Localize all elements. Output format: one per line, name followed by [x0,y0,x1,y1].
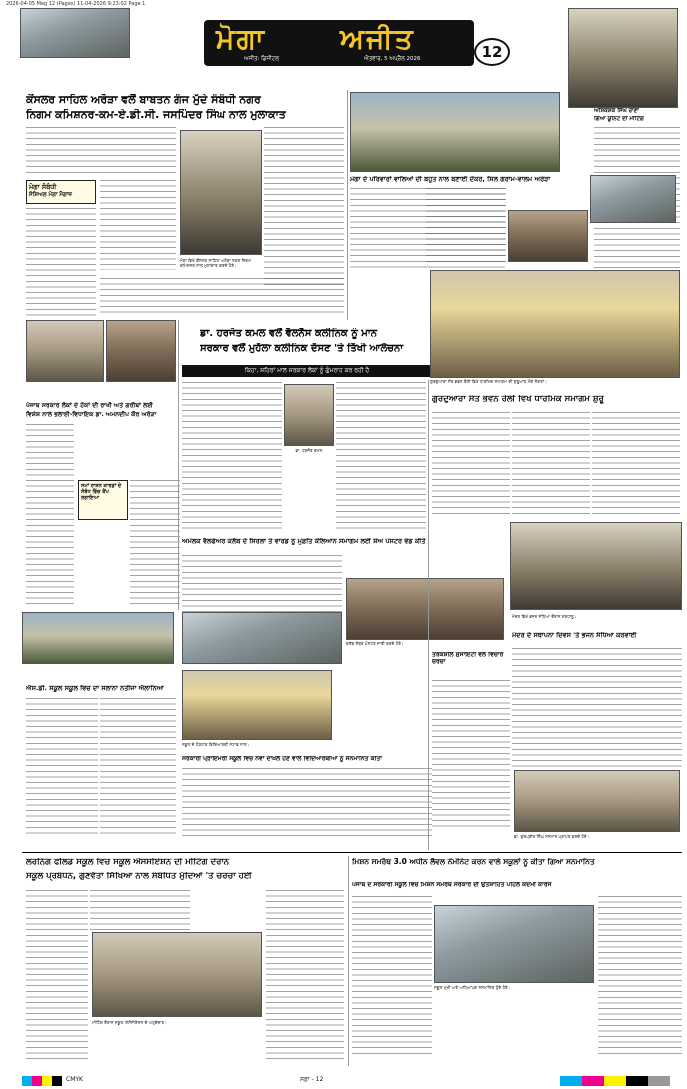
article-6-text-3 [592,412,680,517]
article-7-caption: ਕਲੱਬ ਮੈਂਬਰ ਪੋਸਟਰ ਜਾਰੀ ਕਰਦੇ ਹੋਏ। [346,641,404,646]
masthead-subtitle: ਅਜੀਤ: ਡਿਜੀਟਲ [244,56,279,62]
article-8-photo [510,522,682,610]
article-10-text [182,768,432,836]
column-rule-3 [428,380,429,850]
article-6-text-2 [512,412,590,517]
article-4-box-text: ਸਮਾਂ ਰਾਸ਼ਨ ਕਾਰਡਾਂ ਦੇ ਸੰਬੰਧ ਵਿੱਚ ਕੈਂਪ ਲਗਾਇਆ [81,483,122,501]
article-4-text [26,424,74,604]
article-13-text [352,896,432,1056]
article-4-text-2 [130,480,180,605]
footer [0,1072,687,1089]
article-10-headline: ਸਰਕਾਰੀ ਪ੍ਰਾਇਮਰੀ ਸਕੂਲ ਵਿਚ ਨਵਾਂ ਦਾਖ਼ਲ ਹੋਣ ਵਾਲੇ ਵਿਦਿਆਰਥੀਆਂ ਨੂੰ ਸਨਮਾਨਿਤ ਕੀਤਾ [182,756,383,762]
article-4-headline: ਪੰਜਾਬ ਸਰਕਾਰ ਲੋਕਾਂ ਦੇ ਹੱਕਾਂ ਦੀ ਰਾਖੀ ਅਤੇ ਗਰੀਬਾਂ ਲਈ [26,402,154,409]
article-3-headline-1: ਅਸ਼ਿਕਸ਼ਕ ਸਿੰਘ ਰਾਣਾ [594,108,639,114]
religious-event-photo [430,270,680,378]
masthead-date: ਐਤਵਾਰ, 5 ਅਪ੍ਰੈਲ 2026 [364,56,421,62]
article-12-caption: ਮੀਟਿੰਗ ਦੌਰਾਨ ਸਕੂਲ ਐਸੋਸੀਏਸ਼ਨ ਦੇ ਅਹੁਦੇਦਾਰ। [92,1020,168,1025]
article-6-headline: ਗੁਰਦੁਆਰਾ ਸੰਤ ਭਵਨ ਰੌਲੀ ਵਿਖੇ ਧਾਰਮਿਕ ਸਮਾਗਮ ਸ਼ੁਰੂ [432,395,604,404]
article-9-text [26,698,98,836]
article-12-text-3 [266,890,344,1060]
article-1-box [26,180,96,204]
article-4-box [78,480,128,520]
school-photo-middle [182,612,342,664]
article-5-photo-caption: ਡਾ. ਹਰਜੋਤ ਕਮਲ [295,448,323,453]
footer-left-label: CMYK [66,1076,83,1083]
article-9-caption: ਸਕੂਲ ਦੇ ਹੋਣਹਾਰ ਵਿਦਿਆਰਥੀ ਸਟਾਫ ਨਾਲ। [182,742,250,747]
article-3-headline-2: ਗਿਆ ਯੂਨਿਟ ਦੀ ਮੀਟਿੰਗ [594,116,644,122]
color-bar-left [22,1076,62,1086]
print-info: 2026-04-05 Meg 12 (Pages) 11-04-2026 9:23:02 Page 1 [6,1,146,7]
article-7-text [182,555,342,615]
article-6-caption: ਗੁਰਦੁਆਰਾ ਸੰਤ ਭਵਨ ਰੌਲੀ ਵਿਖੇ ਧਾਰਮਿਕ ਸਮਾਗਮ ਦੀ ਸ਼ੁਰੂਆਤ ਮੌਕੇ ਸੰਗਤਾਂ। [430,379,547,384]
article-2-text-2 [426,188,506,263]
article-13-text-2 [598,896,682,1056]
article-5-text-2 [336,382,426,532]
article-11-text [432,680,510,830]
article-4-photo-2 [106,320,176,382]
school-photo-left [22,612,174,664]
article-12-headline-2: ਸਕੂਲ ਪ੍ਰਬੰਧਨ, ਗੁਣਵੱਤਾ ਸਿੱਖਿਆ ਨਾਲ ਸੰਬੰਧਿਤ ਮੁੱਦਿਆਂ 'ਤੇ ਚਰਚਾ ਹੋਈ [26,872,252,881]
article-1-box-label-1: ਮੋਗਾ ਸੰਬੰਧੀ [29,183,57,191]
article-8-text [512,648,682,768]
article-1-headline-2: ਨਿਗਮ ਕਮਿਸ਼ਨਰ-ਕਮ-ਏ.ਡੀ.ਸੀ. ਜਸਪਿੰਦਰ ਸਿੰਘ ਨਾਲ ਮੁਲਾਕਾਤ [26,109,286,121]
article-12-text-2 [90,890,190,930]
article-9-photo [182,670,332,740]
article-8-caption: ਮੰਦਰ ਵਿਖੇ ਭਜਨ ਸੰਧਿਆ ਦੌਰਾਨ ਸ਼ਰਧਾਲੂ। [512,614,577,619]
article-13-photo [434,905,594,983]
article-13-headline: ਮਿਸ਼ਨ ਸਮਰੱਥ 3.0 ਅਧੀਨ ਲੈਵਲ ਨੌਮੀਨੇਟ ਕਰਨ ਵਾਲੇ ਸਕੂਲਾਂ ਨੂੰ ਕੀਤਾ ਗਿਆ ਸਨਮਾਨਿਤ [352,858,595,866]
column-rule-4 [348,856,349,1066]
masthead-paper: ਅਜੀਤ [340,22,415,55]
article-5-text [182,382,282,532]
article-2-headline: ਮੋਗਾ ਦੇ ਪਰਿਵਾਰਾਂ ਵਾਲਿਆਂ ਦੀ ਬਹੁਤ ਨਾਲ ਬਣਾਈ ਦੌਕਰ, ਸਿਲ ਗਰਾਮ-ਵਾਲਮ ਅਰੋੜਾ [350,176,551,183]
article-8-headline: ਮੰਦਰ ਦੇ ਸਥਾਪਨਾ ਦਿਵਸ 'ਤੇ ਭਜਨ ਸੰਧਿਆ ਕਰਵਾਈ [512,632,637,639]
footer-center-label: ਸਫ਼ਾ - 12 [300,1076,324,1083]
building-photo-left [20,8,130,58]
article-5-headline-2: ਸਰਕਾਰ ਵਲੋਂ ਮੁਹੱਲਾ ਕਲੀਨਿਕ ਦੱਸਣ 'ਤੇ ਤਿੱਖੀ ਆਲੋਚਨਾ [200,343,404,354]
article-3-photo [590,175,676,223]
article-5-headline-1: ਡਾ. ਹਰਜੋਤ ਕਮਲ ਵਲੋਂ ਵੈਲਨੈੱਸ ਕਲੀਨਿਕ ਨੂੰ ਮਾਨ [200,328,377,339]
color-bar-right [560,1076,670,1086]
article-4-photo [26,320,104,382]
page-number: 12 [474,38,510,66]
article-7-headline: ਅਮੋਲਕ ਵੈਲਫੇਅਰ ਕਲੱਬ ਦੇ ਸਿਰਲਾ ਤੇ ਵਾਰਡ ਨੂੰ ਮੁਫ਼ਤਿ ਕੌਲਿਆਨ ਸਮਾਗਮ ਲਈ ਸ਼ੋਅ ਪੋਸਟਰ ਵੰਡ ਕੀਤੇ [182,538,426,545]
article-2-photo [350,92,560,172]
building-photo-right [568,8,678,108]
article-1-photo [180,130,262,255]
section-divider [22,852,682,853]
article-2-photo-2 [508,210,588,262]
article-12-text [26,890,88,1060]
article-1-text-5 [100,278,344,316]
article-1-text [26,127,176,175]
article-9-text-2 [100,698,176,836]
masthead [204,20,474,66]
article-7-photo [346,578,504,640]
article-1-caption: ਮੋਗਾ ਵਿਖੇ ਕੌਂਸਲਰ ਸਾਹਿਲ ਅਰੋੜਾ ਨਗਰ ਨਿਗਮ ਕਮਿਸ਼ਨਰ ਨਾਲ ਮੁਲਾਕਾਤ ਕਰਦੇ ਹੋਏ। [180,258,252,269]
article-5-banner: ਕਿਹਾ, ਸ਼ਹਿਰਾਂ ਮਾਲ ਸਰਕਾਰ ਲੋਕਾਂ ਨੂੰ ਗੁੰਮਰਾਹ ਕਰ ਰਹੀ ਹੈ [182,365,432,377]
article-1-text-2 [100,180,176,270]
masthead-city: ਮੋਗਾ [216,22,266,55]
article-8-photo-2 [514,770,680,832]
article-12-photo [92,932,262,1017]
article-1-headline-1: ਕੌਂਸਲਰ ਸਾਹਿਲ ਅਰੋੜਾ ਵਲੋਂ ਬਾਬਤਨ ਗੰਜ ਮੁੱਦੇ ਸੰਬੰਧੀ ਨਗਰ [26,94,261,106]
article-6-text [432,412,510,517]
article-5-photo [284,384,334,446]
article-11-caption: ਡਾ. ਗੁਰਪ੍ਰੀਤ ਸਿੰਘ ਸਨਮਾਨ ਪ੍ਰਾਪਤ ਕਰਦੇ ਹੋਏ। [514,834,590,839]
article-9-headline: ਐਸ.ਡੀ. ਸਕੂਲ ਸਕੂਲ ਵਿਚ ਦਾ ਸਲਾਨਾ ਨਤੀਜਾ ਐਲਾਨਿਆ [26,685,164,692]
article-13-caption: ਸਕੂਲ ਮੁਖੀ ਅਤੇ ਅਧਿਆਪਕ ਸਨਮਾਨਿਤ ਹੁੰਦੇ ਹੋਏ। [434,985,511,990]
column-rule-1 [347,90,348,320]
article-12-headline-1: ਲਰਨਿੰਗ ਫੀਲਡ ਸਕੂਲ ਵਿਚ ਸਕੂਲ ਐਸੋਸੀਏਸ਼ਨ ਦੀ ਮੀਟਿੰਗ ਦੌਰਾਨ [26,858,230,867]
column-rule-2 [178,320,179,610]
article-11-headline: ਤਰਕਸ਼ੀਲ ਸੁਸਾਇਟੀ ਵਲੋਂ ਵਿਚਾਰ ਚਰਚਾ [432,652,504,665]
article-13-subheadline: ਪੰਜਾਬ ਦੇ ਸਰਕਾਰੀ ਸਕੂਲ ਵਿਚ ਮਿਸ਼ਨ ਸਮਰੱਥ ਸਰਕਾਰ ਦੀ ਉਤਸ਼ਾਹਿਤ ਪਹਿਲ ਕਦਮੀ ਕਾਰਜ [352,882,552,888]
article-1-text-4 [264,127,344,287]
article-1-box-label-2: ਸੋਸ਼ਿਅਲ ਮੋਗਾ ਮੈਗਾਜ਼ [29,192,73,198]
article-4-headline-2: ਵਿਸ਼ੇਸ਼ ਨਾਲ ਭਲਾਈ-ਵਿਧਾਇਕ ਡਾ. ਅਮਨਦੀਪ ਕੌਰ ਅਰੋੜਾ [26,411,157,418]
article-1-text-3 [26,208,96,318]
